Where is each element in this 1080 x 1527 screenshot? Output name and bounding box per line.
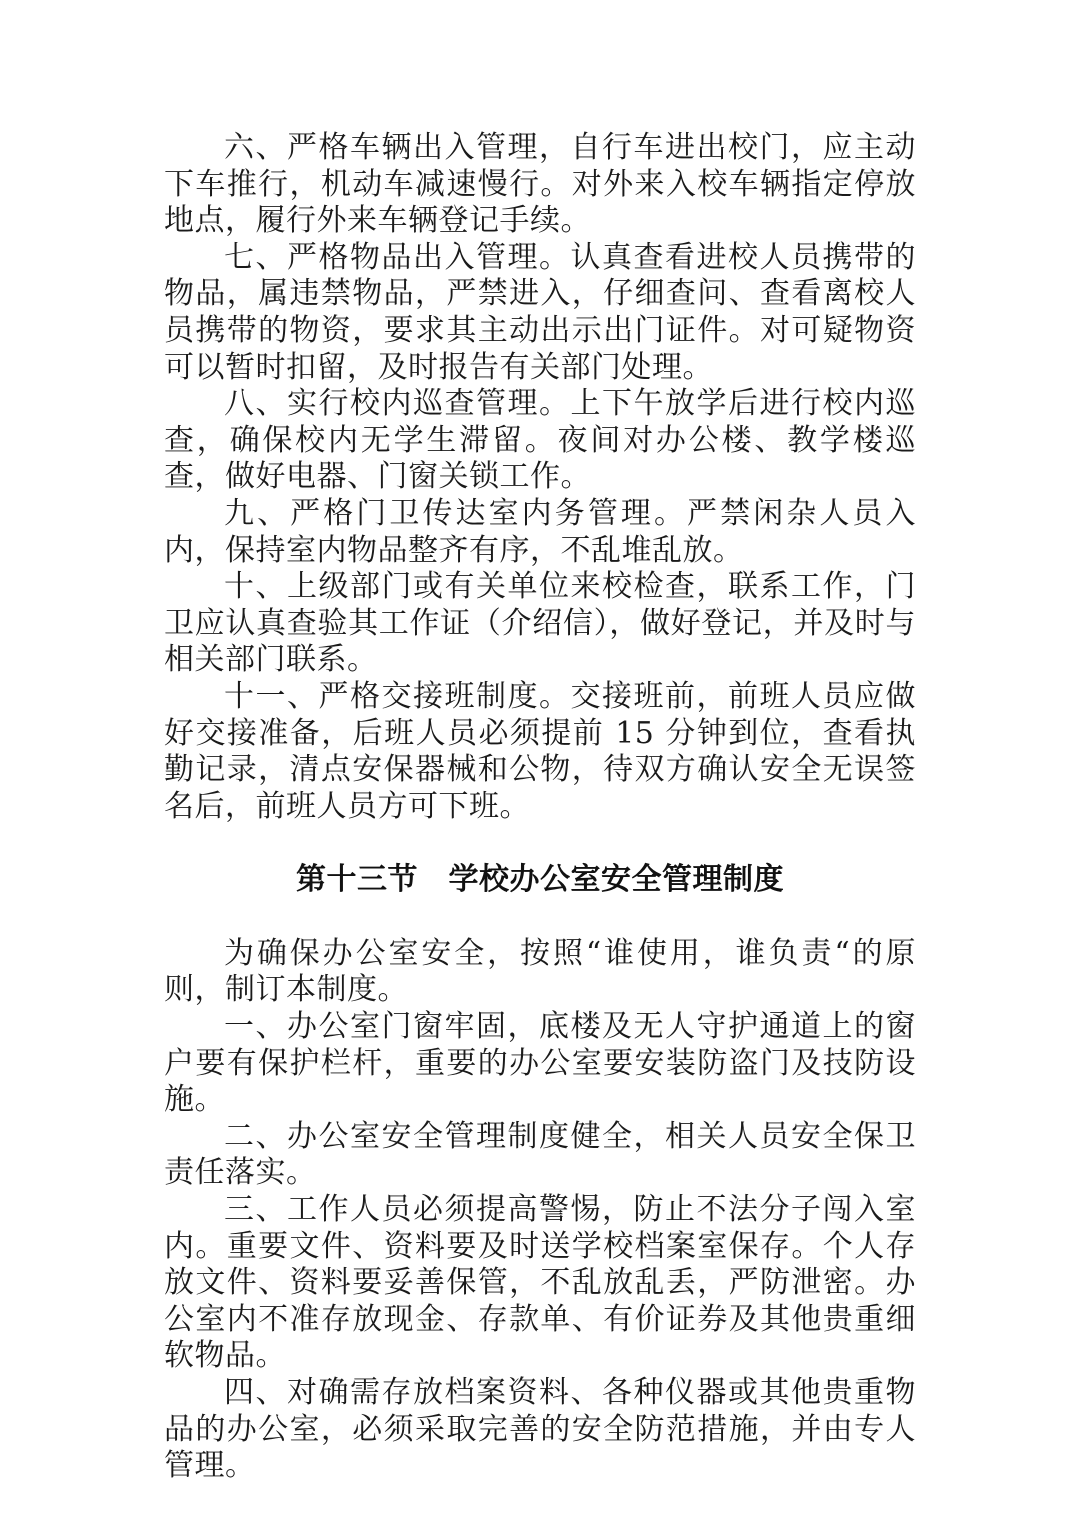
paragraph-rule-10: 十、上级部门或有关单位来校检查，联系工作，门卫应认真查验其工作证（介绍信），做好登记，并及时与相关部门联系。 xyxy=(164,569,916,678)
paragraph-rule-1: 一、办公室门窗牢固，底楼及无人守护通道上的窗户要有保护栏杆，重要的办公室要安装防盗门及技防设施。 xyxy=(164,1009,916,1118)
paragraph-rule-8: 八、实行校内巡查管理。上下午放学后进行校内巡查，确保校内无学生滞留。夜间对办公楼、教学楼巡查，做好电器、门窗关锁工作。 xyxy=(164,386,916,495)
paragraph-intro: 为确保办公室安全，按照“谁使用，谁负责“的原则，制订本制度。 xyxy=(164,935,916,1008)
section-gate-rules xyxy=(164,130,916,825)
paragraph-rule-11: 十一、严格交接班制度。交接班前，前班人员应做好交接准备，后班人员必须提前 15 分钟到位，查看执勤记录，清点安保器械和公物，待双方确认安全无误签名后，前班人员方可下班。 xyxy=(164,678,916,824)
section-heading: 第十三节 学校办公室安全管理制度 xyxy=(296,862,784,898)
document-body xyxy=(164,130,916,1485)
paragraph-rule-4: 四、对确需存放档案资料、各种仪器或其他贵重物品的办公室，必须采取完善的安全防范措施，并由专人管理。 xyxy=(164,1375,916,1484)
section-office-safety xyxy=(164,936,916,1485)
paragraph-rule-6: 六、严格车辆出入管理，自行车进出校门，应主动下车推行，机动车减速慢行。对外来入校车辆指定停放地点，履行外来车辆登记手续。 xyxy=(164,130,916,239)
section-heading-wrapper xyxy=(164,862,916,899)
paragraph-rule-7: 七、严格物品出入管理。认真查看进校人员携带的物品，属违禁物品，严禁进入，仔细查问、查看离校人员携带的物资，要求其主动出示出门证件。对可疑物资可以暂时扣留，及时报告有关部门处理。 xyxy=(164,239,916,385)
paragraph-rule-3: 三、工作人员必须提高警惕，防止不法分子闯入室内。重要文件、资料要及时送学校档案室保存。个人存放文件、资料要妥善保管，不乱放乱丢，严防泄密。办公室内不准存放现金、存款单、有价证券及其他贵重细软物品。 xyxy=(164,1192,916,1374)
paragraph-rule-2: 二、办公室安全管理制度健全，相关人员安全保卫责任落实。 xyxy=(164,1118,916,1191)
paragraph-rule-9: 九、严格门卫传达室内务管理。严禁闲杂人员入内，保持室内物品整齐有序，不乱堆乱放。 xyxy=(164,495,916,568)
